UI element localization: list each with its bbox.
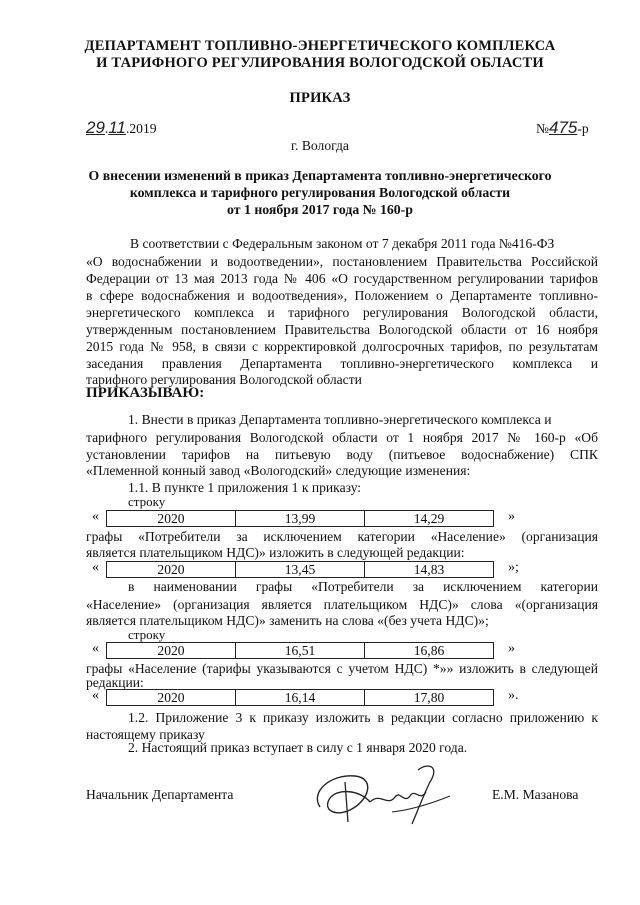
row-word: строку [128, 494, 166, 509]
tariff-table-2 [106, 561, 494, 578]
title-line1: О внесении изменений в приказ Департамента топливно-энергетического [88, 168, 552, 183]
table-cell-value1: 13,45 [236, 562, 365, 578]
tariff-table-4 [106, 689, 494, 706]
table-cell-value2: 17,80 [365, 690, 494, 706]
item1-line1: 1. Внести в приказ Департамента топливно-энергетического комплекса и [128, 412, 552, 427]
g2-line2: редакции: [86, 675, 144, 690]
table3-close-quote: » [508, 641, 515, 656]
table-row [107, 562, 494, 578]
order-date: 29.11.2019 [86, 118, 157, 137]
table-cell-year: 2020 [107, 643, 236, 659]
signatory-name: Е.М. Мазанова [492, 787, 579, 802]
table-cell-value2: 14,29 [365, 511, 494, 527]
table4-open-quote: « [92, 688, 99, 703]
preamble-line8: заседания правления Департамента топливно-энергетического комплекса и [86, 356, 598, 371]
rename-line1: в наименовании графы «Потребители за исключением категории [128, 579, 598, 594]
order-number: №475-р [536, 118, 589, 137]
table-row [107, 511, 494, 527]
item2: 2. Настоящий приказ вступает в силу с 1 января 2020 года. [128, 740, 468, 755]
table2-close-quote: »; [508, 560, 519, 575]
tariff-table-3 [106, 642, 494, 659]
department-name-line2: И ТАРИФНОГО РЕГУЛИРОВАНИЯ ВОЛОГОДСКОЙ ОБЛАСТИ [96, 55, 544, 71]
order-month: 11 [108, 118, 126, 137]
sub12-line1: 1.2. Приложение 3 к приказу изложить в редакции согласно приложению к [128, 710, 598, 725]
sub12-line2: настоящему приказу [86, 727, 205, 742]
table4-close-quote: ». [508, 688, 519, 703]
g2-line1: графы «Население (тарифы указываются с учетом НДС) *»» изложить в следующей [86, 661, 598, 676]
preamble-line5: энергетического комплекса и тарифного регулирования Вологодской области, [86, 305, 598, 320]
preamble-line1: В соответствии с Федеральным законом от 7 декабря 2011 года №416-ФЗ [130, 236, 555, 251]
table2-open-quote: « [92, 560, 99, 575]
preamble-line9: тарифного регулирования Вологодской области [86, 372, 362, 387]
preamble-line3: Федерации от 13 мая 2013 года № 406 «О государственном регулировании тарифов [86, 271, 598, 286]
table-row [107, 643, 494, 659]
table-cell-value1: 13,99 [236, 511, 365, 527]
rename-line2: «Население» (организация является плательщиком НДС)» слова «(организация [86, 597, 598, 612]
table3-open-quote: « [92, 641, 99, 656]
g1-line1: графы «Потребители за исключением категории «Население» (организация [86, 529, 598, 544]
table-cell-year: 2020 [107, 690, 236, 706]
table-cell-value2: 14,83 [365, 562, 494, 578]
table-cell-value1: 16,14 [236, 690, 365, 706]
title-line3: от 1 ноября 2017 года № 160-р [227, 202, 413, 217]
tariff-table-1 [106, 510, 494, 527]
g1-line2: является плательщиком НДС)» изложить в следующей редакции: [86, 545, 465, 560]
row-word-2: строку [128, 627, 166, 642]
table-cell-value1: 16,51 [236, 643, 365, 659]
order-day: 29 [86, 118, 105, 137]
rename-line3: является плательщиком НДС)» заменить на слова «(без учета НДС)»; [86, 613, 489, 628]
table-row [107, 690, 494, 706]
signatory-position: Начальник Департамента [86, 787, 234, 802]
sub11-intro: 1.1. В пункте 1 приложения 1 к приказу: [128, 480, 362, 495]
preamble-line4: в сфере водоснабжения и водоотведения», Положением о Департаменте топливно- [86, 288, 598, 303]
order-number-value: 475 [548, 118, 578, 137]
document-type: ПРИКАЗ [289, 90, 351, 106]
signature-image [300, 752, 470, 832]
table1-close-quote: » [508, 509, 515, 524]
order-year: .2019 [125, 121, 157, 136]
order-word: ПРИКАЗЫВАЮ: [86, 385, 205, 401]
table-cell-value2: 16,86 [365, 643, 494, 659]
table1-open-quote: « [92, 509, 99, 524]
item1-line4: «Племенной конный завод «Вологодский» следующие изменения: [86, 463, 471, 478]
preamble-line2: «О водоснабжении и водоотведении», постановлением Правительства Российской [86, 254, 598, 269]
city: г. Вологда [291, 138, 349, 153]
preamble-line6: утвержденным постановлением Правительства Вологодской области от 16 ноября [86, 322, 598, 337]
table-cell-year: 2020 [107, 562, 236, 578]
item1-line2: тарифного регулирования Вологодской области от 1 ноября 2017 № 160-р «Об [86, 430, 598, 445]
department-name-line1: ДЕПАРТАМЕНТ ТОПЛИВНО-ЭНЕРГЕТИЧЕСКОГО КОМПЛЕКСА [84, 38, 556, 54]
item1-line3: установлении тарифов на питьевую воду (питьевое водоснабжение) СПК [86, 447, 598, 462]
table-cell-year: 2020 [107, 511, 236, 527]
title-line2: комплекса и тарифного регулирования Вологодской области [129, 185, 511, 200]
preamble-line7: 2015 года № 958, в связи с корректировкой долгосрочных тарифов, по результатам [86, 339, 598, 354]
